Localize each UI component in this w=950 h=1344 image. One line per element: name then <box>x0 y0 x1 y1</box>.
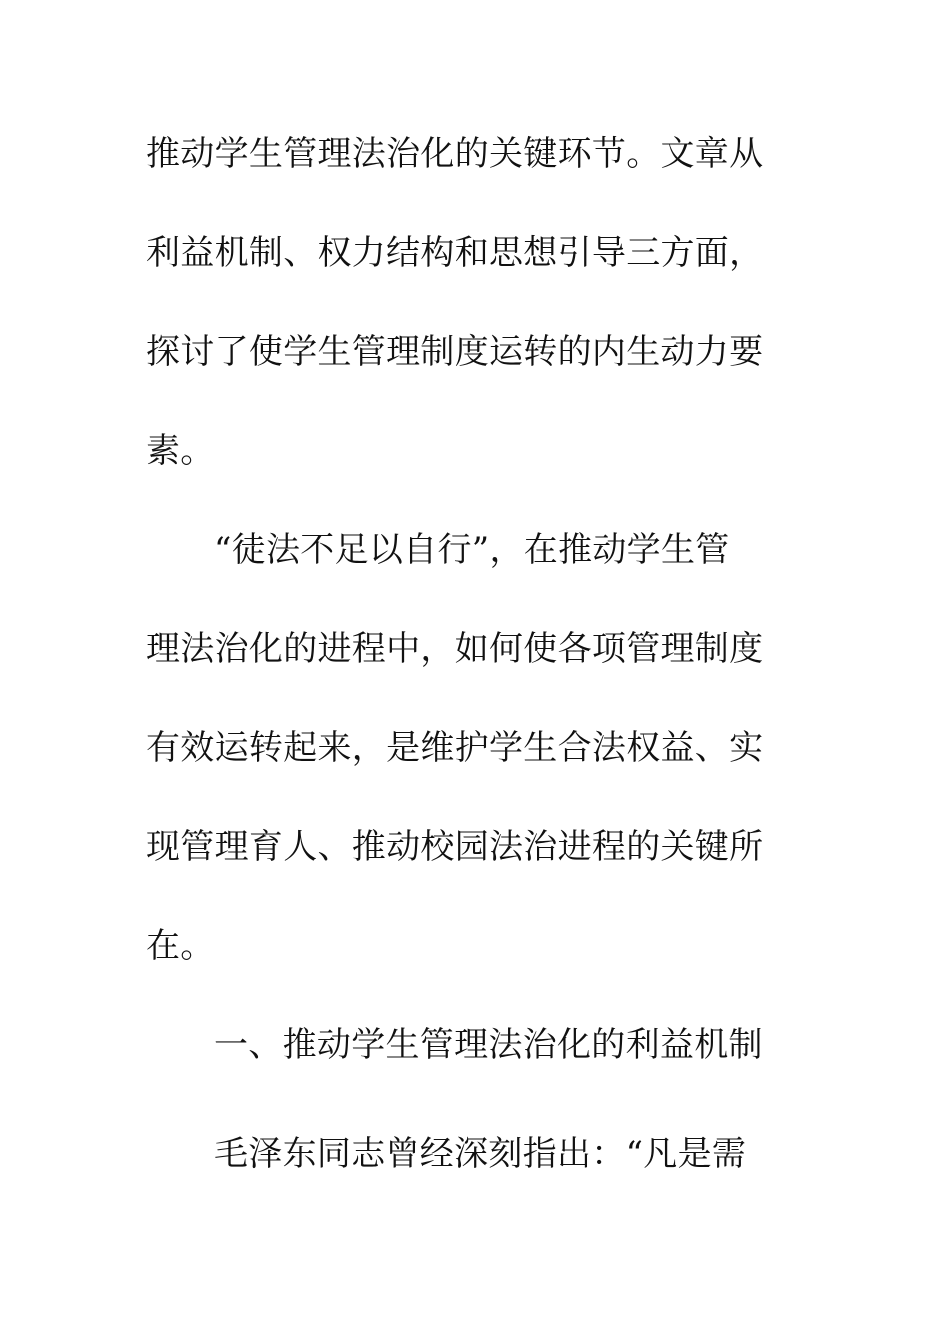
paragraph-line-5: “徒法不足以自行”，在推动学生管 <box>214 530 730 570</box>
paragraph-line-4: 素。 <box>146 431 215 471</box>
paragraph-line-2: 利益机制、权力结构和思想引导三方面， <box>146 233 764 273</box>
paragraph-line-9: 在。 <box>146 926 215 966</box>
paragraph-line-6: 理法治化的进程中，如何使各项管理制度 <box>146 629 764 669</box>
paragraph-line-7: 有效运转起来，是维护学生合法权益、实 <box>146 728 764 768</box>
paragraph-line-1: 推动学生管理法治化的关键环节。文章从 <box>146 134 764 174</box>
section-heading: 一、推动学生管理法治化的利益机制 <box>214 1025 763 1065</box>
paragraph-line-11: 毛泽东同志曾经深刻指出：“凡是需 <box>214 1134 747 1174</box>
paragraph-line-3: 探讨了使学生管理制度运转的内生动力要 <box>146 332 764 372</box>
paragraph-line-8: 现管理育人、推动校园法治进程的关键所 <box>146 827 764 867</box>
